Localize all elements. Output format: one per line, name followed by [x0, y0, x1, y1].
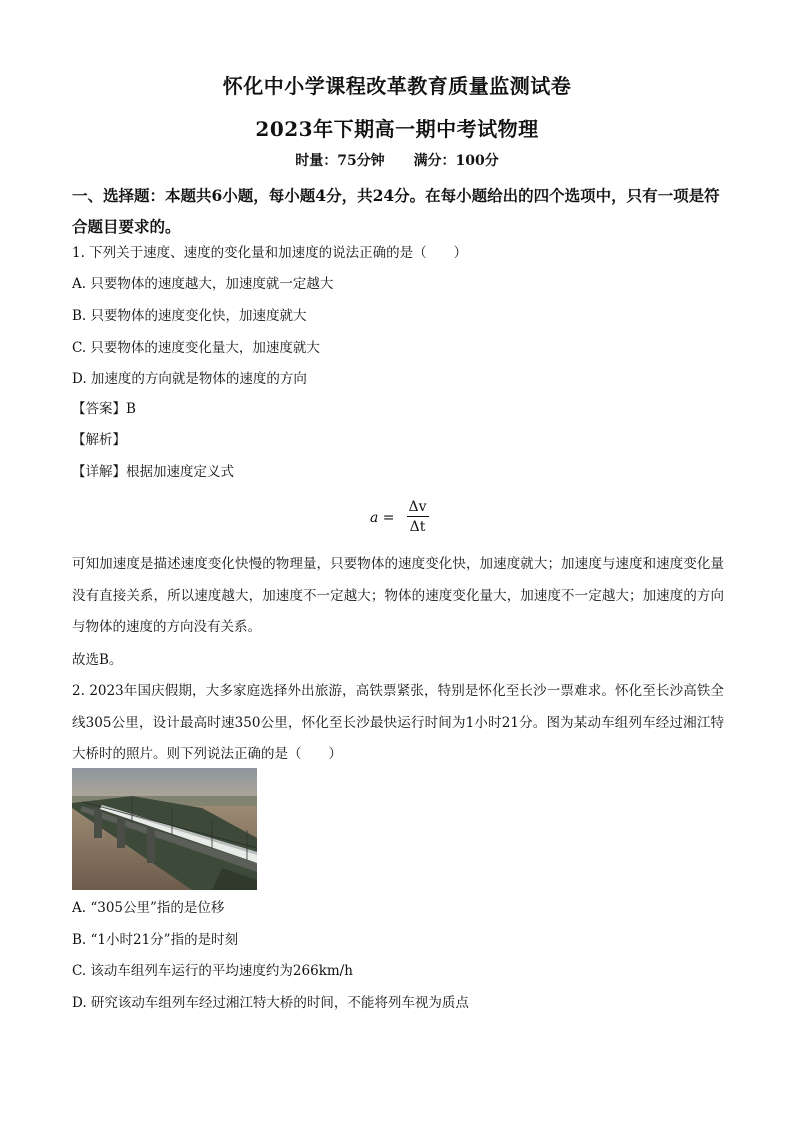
analysis-label: 【解析】 — [72, 432, 126, 448]
question-1-stem: 1. 下列关于速度、速度的变化量和加速度的说法正确的是（ ） — [72, 245, 468, 261]
exam-title: 怀化中小学课程改革教育质量监测试卷 — [222, 74, 572, 98]
train-bridge-photo — [72, 768, 257, 890]
question-2-option-c: C. 该动车组列车运行的平均速度约为266km/h — [72, 963, 353, 979]
detail-label: 【详解】根据加速度定义式 — [72, 464, 234, 480]
acceleration-formula — [370, 498, 429, 537]
question-1-conclusion: 故选B。 — [72, 652, 123, 668]
question-1-option-c: C. 只要物体的速度变化量大，加速度就大 — [72, 340, 320, 356]
formula-lhs: a = — [370, 509, 395, 526]
full-score: 满分：100分 — [413, 153, 499, 169]
question-2-option-d: D. 研究该动车组列车经过湘江特大桥的时间，不能将列车视为质点 — [72, 995, 469, 1011]
question-1-option-b: B. 只要物体的速度变化快，加速度就大 — [72, 308, 307, 324]
question-1-explanation: 可知加速度是描述速度变化快慢的物理量，只要物体的速度变化快，加速度就大；加速度与速度和速度变化量没有直接关系，所以速度越大，加速度不一定越大；物体的速度变化量大，加速度不一定越大；加速度的方向与物体的速度的方向没有关系。 — [72, 556, 724, 635]
question-2-option-b: B. “1小时21分”指的是时刻 — [72, 932, 239, 948]
question-2-option-a: A. “305公里”指的是位移 — [72, 900, 225, 916]
formula-numerator: Δv — [408, 499, 427, 515]
question-1-option-a: A. 只要物体的速度越大，加速度就一定越大 — [72, 276, 334, 292]
question-2-stem: 2. 2023年国庆假期，大多家庭选择外出旅游，高铁票紧张，特别是怀化至长沙一票难求。怀化至长沙高铁全线305公里，设计最高时速350公里，怀化至长沙最快运行时间为1小时21分。图为某动车组列车经过湘江特大桥时的照片。则下列说法正确的是（ ） — [72, 683, 724, 762]
formula-denominator: Δt — [409, 519, 426, 535]
time-limit: 时量：75分钟 — [295, 153, 385, 169]
section-heading: 一、选择题：本题共6小题，每小题4分，共24分。在每小题给出的四个选项中，只有一项是符合题目要求的。 — [72, 186, 720, 236]
formula-fraction — [407, 498, 429, 537]
question-1-option-d: D. 加速度的方向就是物体的速度的方向 — [72, 371, 307, 387]
exam-meta — [0, 150, 794, 170]
answer-label: 【答案】B — [72, 401, 136, 417]
exam-subtitle: 2023年下期高一期中考试物理 — [255, 117, 539, 141]
